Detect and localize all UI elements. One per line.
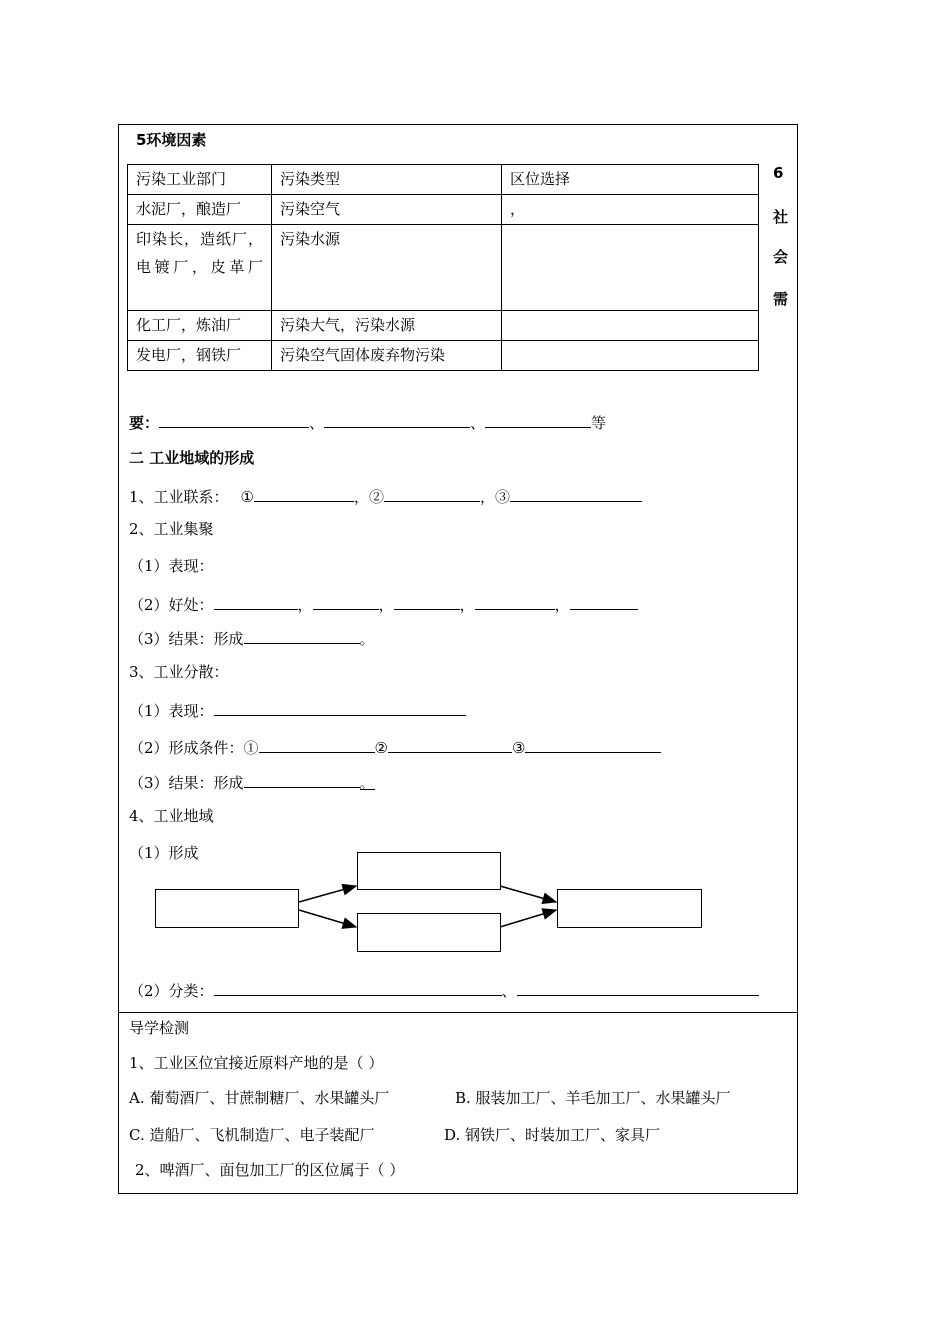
marker: ，③ [480,488,511,506]
blank-field[interactable] [517,979,759,996]
table-cell: 污染空气 [272,195,502,225]
arrow-line [500,886,556,902]
check-q1-option-b[interactable]: B. 服装加工厂、羊毛加工厂、水果罐头厂 [455,1089,731,1107]
table-header: 区位选择 [502,165,759,195]
section5-title: 5环境因素 [136,131,207,149]
table-cell: 发电厂，钢铁厂 [128,341,272,371]
side-label-char: 社 [773,208,789,226]
q2-s2: （2）好处： [129,596,214,614]
arrow-line [500,910,556,927]
q2-label: 2、工业集聚 [129,520,214,538]
table-cell: 水泥厂，酿造厂 [128,195,272,225]
table-cell: 印染长，造纸厂，电镀厂，皮革厂 [128,225,272,311]
q2-s1: （1）表现： [129,557,214,575]
q3-s2: （2）形成条件：① [129,739,259,757]
q4-s2: （2）分类： [129,982,214,1000]
q4-s1: （1）形成 [129,844,199,862]
separator: ， [554,596,570,614]
check-q1-option-a[interactable]: A. 葡萄酒厂、甘蔗制糖厂、水果罐头厂 [129,1089,390,1107]
check-q1: 1、工业区位宜接近原料产地的是（ ） [129,1054,384,1072]
period: 。 [359,630,375,648]
side-label-char: 需 [773,290,789,308]
period: 。 [359,774,375,792]
separator: 、 [309,414,325,432]
q3-label: 3、工业分散： [129,663,229,681]
marker: ② [374,739,388,757]
side-label-char: 会 [773,248,789,266]
separator: 、 [470,414,486,432]
q2-s3: （3）结果：形成 [129,630,244,648]
table-header: 污染工业部门 [128,165,272,195]
table-header: 污染类型 [272,165,502,195]
separator: 、 [501,982,517,1000]
q3-s3: （3）结果：形成 [129,774,244,792]
check-q1-option-c[interactable]: C. 造船厂、飞机制造厂、电子装配厂 [129,1126,375,1144]
table-cell: 污染大气，污染水源 [272,311,502,341]
q4-classification [129,979,759,1001]
arrow-line [299,886,356,902]
arrow-line [299,910,356,927]
separator: ， [297,596,313,614]
blank-field[interactable] [214,979,502,996]
etc-text: 等 [591,414,607,432]
table-cell: 污染水源 [272,225,502,311]
check-title: 导学检测 [129,1019,190,1037]
section2-title: 二 工业地域的形成 [129,449,255,467]
q4-label: 4、工业地域 [129,807,214,825]
demand-label: 要： [129,414,160,432]
q1-label: 1、工业联系： [129,488,229,506]
table-cell: 污染空气固体废弃物污染 [272,341,502,371]
check-q2: 2、啤酒厂、面包加工厂的区位属于（ ） [135,1161,405,1179]
side-label-char: 6 [773,164,784,182]
marker: ③ [512,739,526,757]
marker: ① [240,488,254,506]
separator: ， [378,596,394,614]
table-cell: 化工厂，炼油厂 [128,311,272,341]
separator: ， [459,596,475,614]
check-q1-option-d[interactable]: D. 钢铁厂、时装加工厂、家具厂 [444,1126,661,1144]
marker: ，② [354,488,385,506]
table-cell: ， [502,195,759,225]
q3-s1: （1）表现： [129,702,214,720]
